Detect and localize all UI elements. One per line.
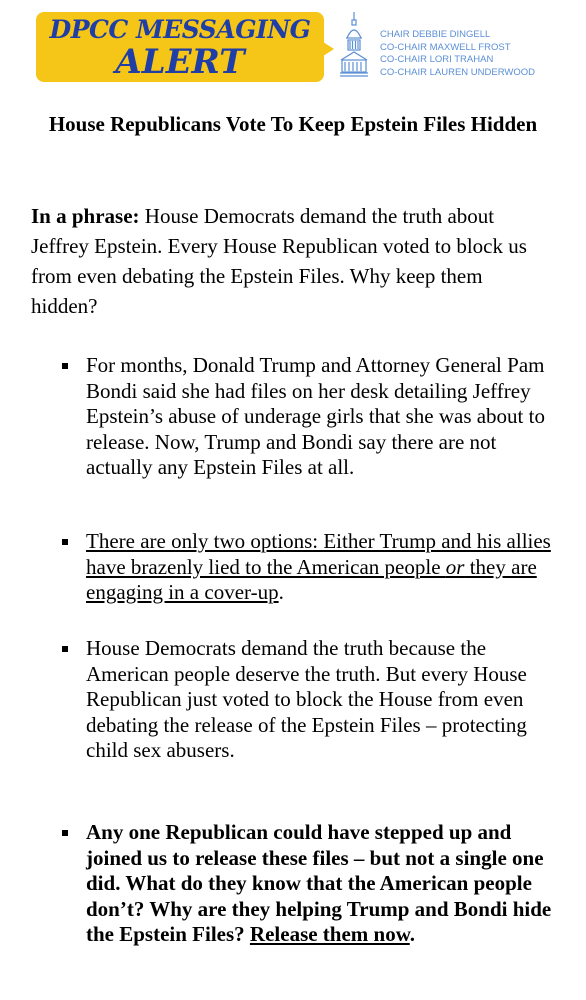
list-item	[86, 636, 554, 764]
bullet-period: .	[409, 922, 415, 946]
list-item	[86, 353, 554, 481]
bullet-text: There are only two options: Either Trump and his allies have brazenly lied to the American people	[86, 529, 551, 579]
alert-header	[0, 0, 586, 92]
bullet-period: .	[278, 580, 284, 604]
banner-pointer	[320, 40, 334, 58]
alert-title-line1: DPCC MESSAGING	[49, 15, 311, 44]
list-item	[86, 820, 554, 948]
alert-title-line2: ALERT	[115, 42, 245, 82]
intro-text: House Democrats demand the truth about Jeffrey Epstein. Every House Republican voted to block us from even debating the Epstein Files. Why keep them hidden?	[31, 204, 527, 318]
emphasis-or: or	[445, 554, 465, 579]
intro-lead: In a phrase:	[31, 204, 140, 228]
release-them-now-link[interactable]: Release them now	[249, 922, 410, 946]
co-chair-name: CO-CHAIR LAUREN UNDERWOOD	[380, 66, 536, 78]
co-chair-name: CO-CHAIR LORI TRAHAN	[380, 54, 494, 65]
page-title: House Republicans Vote To Keep Epstein Files Hidden	[48, 112, 538, 136]
chair-list	[380, 29, 580, 79]
bullet-text: For months, Donald Trump and Attorney General Pam Bondi said she had files on her desk detailing Jeffrey Epstein’s abuse of underage girls that she was about to release. Now, Trump and Bondi say there are not actually any Epstein Files at all.	[86, 353, 545, 479]
co-chair-name: CO-CHAIR MAXWELL FROST	[380, 41, 511, 53]
bullet-square-icon	[62, 830, 68, 836]
intro-paragraph	[31, 201, 551, 321]
bullet-square-icon	[62, 539, 68, 545]
bullet-square-icon	[62, 363, 68, 369]
messaging-alert-banner	[36, 12, 324, 82]
list-item	[86, 529, 554, 606]
bullet-text: Any one Republican could have stepped up and joined us to release these files – but not a single one did. What do they know that the American people don’t? Why are they helping Trump and Bondi hide the Epstein Files?	[86, 820, 552, 946]
capitol-building-icon	[339, 10, 369, 82]
bullet-text: they are engaging in a cover-up	[86, 554, 537, 604]
bullet-square-icon	[62, 646, 68, 652]
bullet-text: House Democrats demand the truth because the American people deserve the truth. But every House Republican just voted to block the House from even debating the release of the Epstein Files – protecting child sex abusers.	[86, 636, 527, 762]
chair-name: CHAIR DEBBIE DINGELL	[380, 29, 491, 40]
